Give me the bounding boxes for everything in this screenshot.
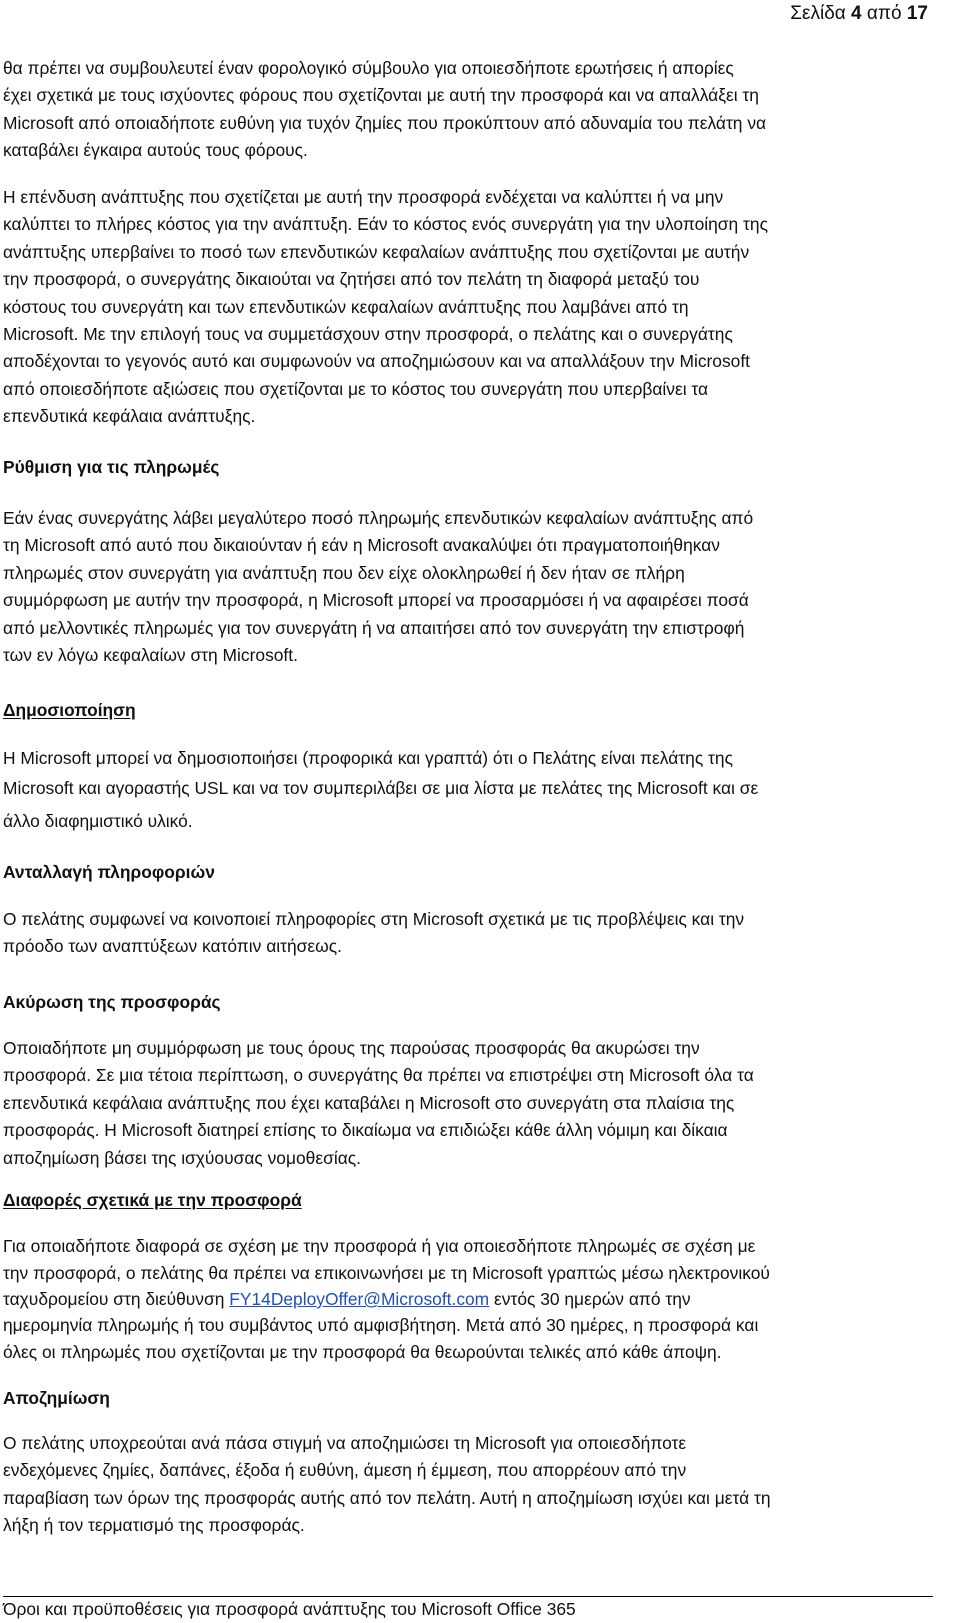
publicity-line-1: Η Microsoft μπορεί να δημοσιοποιήσει (προφορικά και γραπτά) ότι ο Πελάτης είναι πελάτης της bbox=[3, 748, 733, 768]
indemnity-heading: Αποζημίωση bbox=[3, 1388, 110, 1408]
page-number bbox=[790, 2, 928, 26]
payments-paragraph: Εάν ένας συνεργάτης λάβει μεγαλύτερο ποσό πληρωμής επενδυτικών κεφαλαίων ανάπτυξης από τη Microsoft από αυτό που δικαιούνταν ή εάν η Microsoft ανακαλύψει ότι πραγματοποιήθηκαν πληρωμές στον συνεργάτη για ανάπτυξη που δεν είχε ολοκληρωθεί ή δεν ήταν σε πλήρη συμμόρφωση με αυτήν την προσφορά, η Microsoft μπορεί να προσαρμόσει ή να αφαιρέσει ποσά από μελλοντικές πληρωμές για τον συνεργάτη ή να απαιτήσει από τον συνεργάτη την επιστροφή των εν λόγω κεφαλαίων στη Microsoft. bbox=[3, 508, 754, 666]
page-footer: Όροι και προϋποθέσεις για προσφορά ανάπτυξης του Microsoft Office 365 bbox=[3, 1596, 933, 1621]
publicity-heading: Δημοσιοποίηση bbox=[3, 700, 136, 720]
publicity-line-3: άλλο διαφημιστικό υλικό. bbox=[3, 811, 193, 831]
investment-paragraph: Η επένδυση ανάπτυξης που σχετίζεται με αυτή την προσφορά ενδέχεται να καλύπτει ή να μην καλύπτει το πλήρες κόστος για την ανάπτυξη. Εάν το κόστος ενός συνεργάτη για την υλοποίηση της ανάπτυξης υπερβαίνει το ποσό των επενδυτικών κεφαλαίων ανάπτυξης που σχετίζονται με αυτήν την προσφορά, ο συνεργάτης δικαιούται να ζητήσει από τον πελάτη τη διαφορά μεταξύ του κόστους του συνεργάτη και των επενδυτικών κεφαλαίων ανάπτυξης που λαμβάνει από τη Microsoft. Με την επιλογή τους να συμμετάσχουν στην προσφορά, ο πελάτης και ο συνεργάτης αποδέχονται το γεγονός αυτό και συμφωνούν να αποζημιώσουν και να απαλλάξουν την Microsoft από οποιεσδήποτε αξιώσεις που σχετίζονται με το κόστος του συνεργάτη που υπερβαίνει τα επενδυτικά κεφάλαια ανάπτυξης. bbox=[3, 187, 768, 427]
indemnity-paragraph: Ο πελάτης υποχρεούται ανά πάσα στιγμή να αποζημιώσει τη Microsoft για οποιεσδήποτε ενδεχόμενες ζημίες, δαπάνες, έξοδα ή ευθύνη, άμεση ή έμμεση, που απορρέουν από την παραβίαση των όρων της προσφοράς αυτής από τον πελάτη. Αυτή η αποζημίωση ισχύει και μετά τη λήξη ή τον τερματισμό της προσφοράς. bbox=[3, 1433, 771, 1536]
page-number-total: 17 bbox=[906, 3, 928, 24]
intro-paragraph: θα πρέπει να συμβουλευτεί έναν φορολογικό σύμβουλο για οποιεσδήποτε ερωτήσεις ή απορίες έχει σχετικά με τους ισχύοντες φόρους που σχετίζονται με αυτή την προσφορά και να απαλλάξει τη Microsoft από οποιαδήποτε ευθύνη για τυχόν ζημίες που προκύπτουν από αδυναμία του πελάτη να καταβάλει έγκαιρα αυτούς τους φόρους. bbox=[3, 58, 767, 161]
disputes-line-3-before: ταχυδρομείου στη διεύθυνση bbox=[3, 1289, 230, 1309]
disputes-line-1: Για οποιαδήποτε διαφορά σε σχέση με την προσφορά ή για οποιεσδήποτε πληρωμές σε σχέση με bbox=[3, 1236, 756, 1256]
page-number-current: 4 bbox=[851, 3, 862, 24]
cancellation-heading: Ακύρωση της προσφοράς bbox=[3, 992, 221, 1012]
cancellation-paragraph: Οποιαδήποτε μη συμμόρφωση με τους όρους της παρούσας προσφοράς θα ακυρώσει την προσφορά. Σε μια τέτοια περίπτωση, ο συνεργάτης θα πρέπει να επιστρέψει στη Microsoft όλα τα επενδυτικά κεφάλαια ανάπτυξης που έχει καταβάλει η Microsoft στο συνεργάτη στα πλαίσια της προσφοράς. Η Microsoft διατηρεί επίσης το δικαίωμα να επιδιώξει κάθε άλλη νόμιμη και δίκαια αποζημίωση βάσει της ισχύουσας νομοθεσίας. bbox=[3, 1038, 754, 1168]
info-exchange-heading: Ανταλλαγή πληροφοριών bbox=[3, 862, 215, 882]
email-link[interactable]: FY14DeployOffer@Microsoft.com bbox=[229, 1289, 490, 1309]
page-number-middle: από bbox=[866, 3, 902, 24]
disputes-line-2: την προσφορά, ο πελάτης θα πρέπει να επικοινωνήσει με τη Microsoft γραπτώς μέσω ηλεκτρονικού bbox=[3, 1263, 770, 1283]
disputes-line-3-after: εντός 30 ημερών από την bbox=[489, 1289, 691, 1309]
publicity-line-2: Microsoft και αγοραστής USL και να τον συμπεριλάβει σε μια λίστα με πελάτες της Microsoft και σε bbox=[3, 778, 759, 798]
payments-heading: Ρύθμιση για τις πληρωμές bbox=[3, 457, 220, 477]
disputes-paragraph-rest: ημερομηνία πληρωμής ή του συμβάντος υπό αμφισβήτηση. Μετά από 30 ημέρες, η προσφορά και όλες οι πληρωμές που σχετίζονται με την προσφορά θα θεωρούνται τελικές από κάθε άποψη. bbox=[3, 1315, 759, 1363]
page-number-prefix: Σελίδα bbox=[790, 3, 846, 24]
disputes-heading: Διαφορές σχετικά με την προσφορά bbox=[3, 1190, 302, 1210]
info-exchange-paragraph: Ο πελάτης συμφωνεί να κοινοποιεί πληροφορίες στη Microsoft σχετικά με τις προβλέψεις και την πρόοδο των αναπτύξεων κατόπιν αιτήσεως. bbox=[3, 909, 745, 957]
disputes-line-3 bbox=[3, 1286, 943, 1313]
